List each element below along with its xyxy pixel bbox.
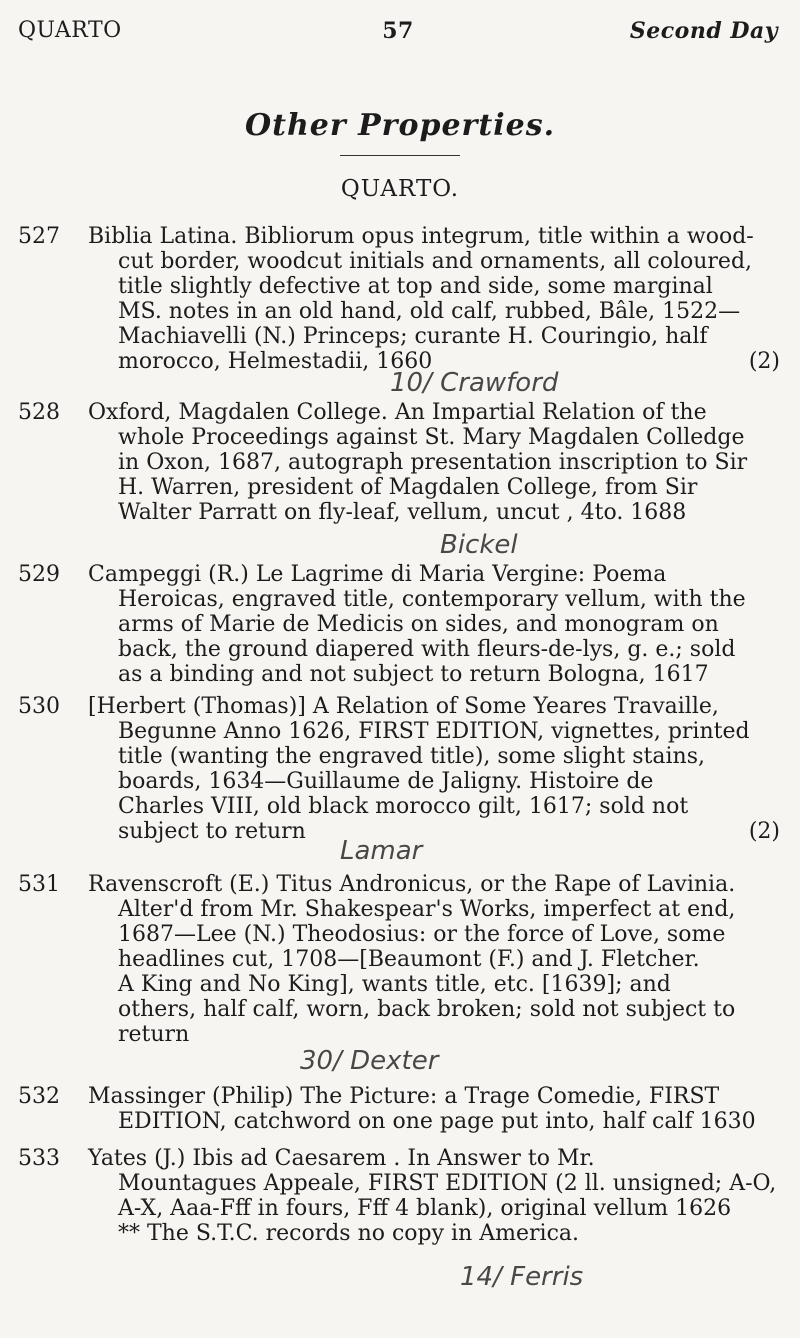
lot-line: subject to return (2) <box>118 819 780 844</box>
handwritten-note: 30/ Dexter <box>300 1046 439 1076</box>
lot-entry <box>18 562 780 687</box>
divider <box>340 155 460 156</box>
handwritten-note: Lamar <box>340 836 423 866</box>
lot-entry <box>18 872 780 1047</box>
section-title: Other Properties. <box>244 108 556 143</box>
handwritten-note: Bickel <box>440 530 518 560</box>
page-header <box>18 18 778 58</box>
lot-entry <box>18 400 780 525</box>
lot-line: H. Warren, president of Magdalen College, from Sir <box>118 475 698 500</box>
lot-entry <box>18 1146 780 1246</box>
lot-line: in Oxon, 1687, autograph presentation inscription to Sir <box>118 450 748 475</box>
subtitle: QUARTO. <box>340 176 460 202</box>
page-number: 57 <box>382 18 414 44</box>
lot-line: Biblia Latina. Bibliorum opus integrum, title within a wood- <box>88 224 754 249</box>
lot-line: arms of Marie de Medicis on sides, and monogram on <box>118 612 719 637</box>
lot-line: ** The S.T.C. records no copy in America. <box>118 1221 580 1246</box>
lot-line: others, half calf, worn, back broken; sold not subject to <box>118 997 736 1022</box>
header-format: QUARTO <box>18 18 122 43</box>
lot-number: 530 <box>18 694 60 719</box>
lot-description <box>88 1084 780 1134</box>
lot-line: morocco, Helmestadii, 1660 (2) <box>118 349 780 374</box>
lot-entry <box>18 224 780 374</box>
lot-number: 527 <box>18 224 60 249</box>
handwritten-note: 10/ Crawford <box>390 368 559 398</box>
lot-description <box>88 224 780 374</box>
lot-line: A-X, Aaa-Fff in fours, Fff 4 blank), original vellum 1626 <box>118 1196 732 1221</box>
lot-description <box>88 400 780 525</box>
lot-line: whole Proceedings against St. Mary Magdalen Colledge <box>118 425 745 450</box>
lot-entry <box>18 694 780 844</box>
lot-line: back, the ground diapered with fleurs-de-lys, g. e.; sold <box>118 637 736 662</box>
lot-line: return <box>118 1022 190 1047</box>
lot-line: Oxford, Magdalen College. An Impartial Relation of the <box>88 400 707 425</box>
lot-line: title (wanting the engraved title), some slight stains, <box>118 744 705 769</box>
lot-line: as a binding and not subject to return Bologna, 1617 <box>118 662 709 687</box>
lot-description <box>88 1146 780 1246</box>
lot-line: Heroicas, engraved title, contemporary vellum, with the <box>118 587 746 612</box>
lot-number: 532 <box>18 1084 60 1109</box>
lot-line: boards, 1634—Guillaume de Jaligny. Histoire de <box>118 769 654 794</box>
lot-line: Walter Parratt on fly-leaf, vellum, uncut , 4to. 1688 <box>118 500 687 525</box>
lot-line: headlines cut, 1708—[Beaumont (F.) and J. Fletcher. <box>118 947 700 972</box>
lot-price: (2) <box>748 819 780 844</box>
lot-line: A King and No King], wants title, etc. [1639]; and <box>118 972 671 997</box>
lot-line: EDITION, catchword on one page put into, half calf 1630 <box>118 1109 756 1134</box>
lot-number: 529 <box>18 562 60 587</box>
lot-line: 1687—Lee (N.) Theodosius: or the force of Love, some <box>118 922 726 947</box>
lot-price: (2) <box>748 349 780 374</box>
lot-line: Alter'd from Mr. Shakespear's Works, imperfect at end, <box>118 897 736 922</box>
lot-line: MS. notes in an old hand, old calf, rubbed, Bâle, 1522— <box>118 299 741 324</box>
lot-line: Massinger (Philip) The Picture: a Trage Comedie, FIRST <box>88 1084 720 1109</box>
lot-line: [Herbert (Thomas)] A Relation of Some Yeares Travaille, <box>88 694 719 719</box>
lot-number: 528 <box>18 400 60 425</box>
lot-description <box>88 872 780 1047</box>
lot-line: Campeggi (R.) Le Lagrime di Maria Vergine: Poema <box>88 562 667 587</box>
lot-description <box>88 562 780 687</box>
lot-line: Charles VIII, old black morocco gilt, 1617; sold not <box>118 794 689 819</box>
lot-line: Ravenscroft (E.) Titus Andronicus, or the Rape of Lavinia. <box>88 872 736 897</box>
lot-description <box>88 694 780 844</box>
lot-line: Begunne Anno 1626, FIRST EDITION, vignettes, printed <box>118 719 750 744</box>
lot-number: 533 <box>18 1146 60 1171</box>
handwritten-note: 14/ Ferris <box>460 1262 584 1292</box>
lot-line: title slightly defective at top and side, some marginal <box>118 274 713 299</box>
lot-line: cut border, woodcut initials and ornaments, all coloured, <box>118 249 753 274</box>
lot-entry <box>18 1084 780 1134</box>
header-day: Second Day <box>629 18 778 44</box>
lot-line: Yates (J.) Ibis ad Caesarem . In Answer to Mr. <box>88 1146 595 1171</box>
lot-line: Mountagues Appeale, FIRST EDITION (2 ll. unsigned; A-O, <box>118 1171 777 1196</box>
lot-number: 531 <box>18 872 60 897</box>
lot-line: Machiavelli (N.) Princeps; curante H. Couringio, half <box>118 324 708 349</box>
